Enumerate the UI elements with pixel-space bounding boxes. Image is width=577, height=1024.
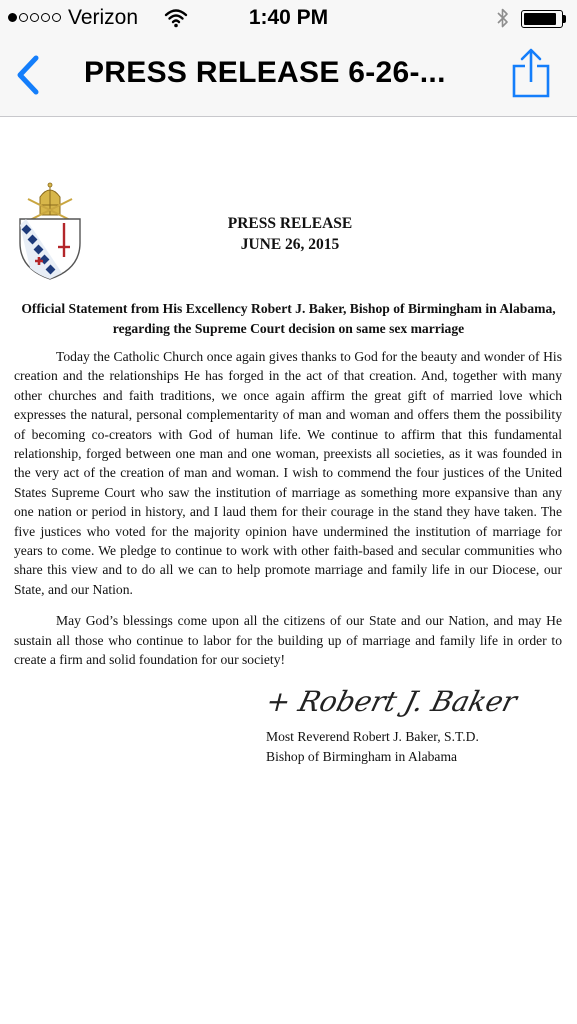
press-release-title: PRESS RELEASE	[227, 215, 353, 232]
battery-tip	[563, 15, 566, 23]
status-bar	[0, 0, 577, 38]
battery-icon	[521, 10, 563, 28]
battery-fill	[524, 13, 556, 25]
back-button[interactable]	[8, 52, 48, 102]
press-release-date: JUNE 26, 2015	[240, 236, 340, 253]
document-page	[0, 117, 577, 1024]
signer-title: Bishop of Birmingham in Alabama	[266, 748, 458, 764]
signature-text: + Robert J. Baker	[262, 685, 521, 718]
signature-image	[262, 673, 521, 723]
bluetooth-icon	[495, 6, 511, 30]
chevron-left-icon	[8, 52, 48, 102]
share-button[interactable]	[506, 46, 556, 102]
carrier-name: Verizon	[68, 6, 139, 29]
clock: 1:40 PM	[248, 6, 329, 29]
statement-body	[14, 347, 562, 682]
press-release-header	[150, 213, 430, 255]
signer-name: Most Reverend Robert J. Baker, S.T.D.	[266, 729, 479, 744]
diocese-crest-icon	[14, 181, 86, 281]
paragraph: May God’s blessings come upon all the citizens of our State and our Nation, and may He sustain all those who continue to labor for the building up of marriage and family life in order to create a firm and solid foundation for our society!	[14, 613, 562, 668]
statement-title: Official Statement from His Excellency Robert J. Baker, Bishop of Birmingham in Alabama, regarding the Supreme Court decision on same sex marriage	[21, 301, 556, 336]
document-title: PRESS RELEASE 6-26-...	[84, 56, 446, 89]
paragraph: Today the Catholic Church once again gives thanks to God for the beauty and wonder of His creation and the relationships He has forged in the act of that creation. And, together with many other churches and faith traditions, we once again affirm the great gift of married love which expresses the natural, personal complementarity of man and woman and offers them the possibility of becoming co-creators with God of human life. We continue to affirm that this fundamental relationship, forged between one man and one woman, preexists all societies, as it was founded in the very act of the creation of man and woman. I wish to commend the four justices of the United States Supreme Court who saw the institution of marriage as something more expansive than any one nation or period in history, and I laud them for their courage in the stand they have taken. The five justices who voted for the majority opinion have undermined the institution of marriage for years to come. We pledge to continue to work with other faith-based and secular communities who share this view and to do all we can to help promote marriage and family life in our Diocese, our State, and our Nation.	[14, 349, 562, 597]
signature-block	[266, 727, 566, 766]
share-icon	[506, 46, 556, 102]
navigation-bar	[0, 38, 577, 117]
